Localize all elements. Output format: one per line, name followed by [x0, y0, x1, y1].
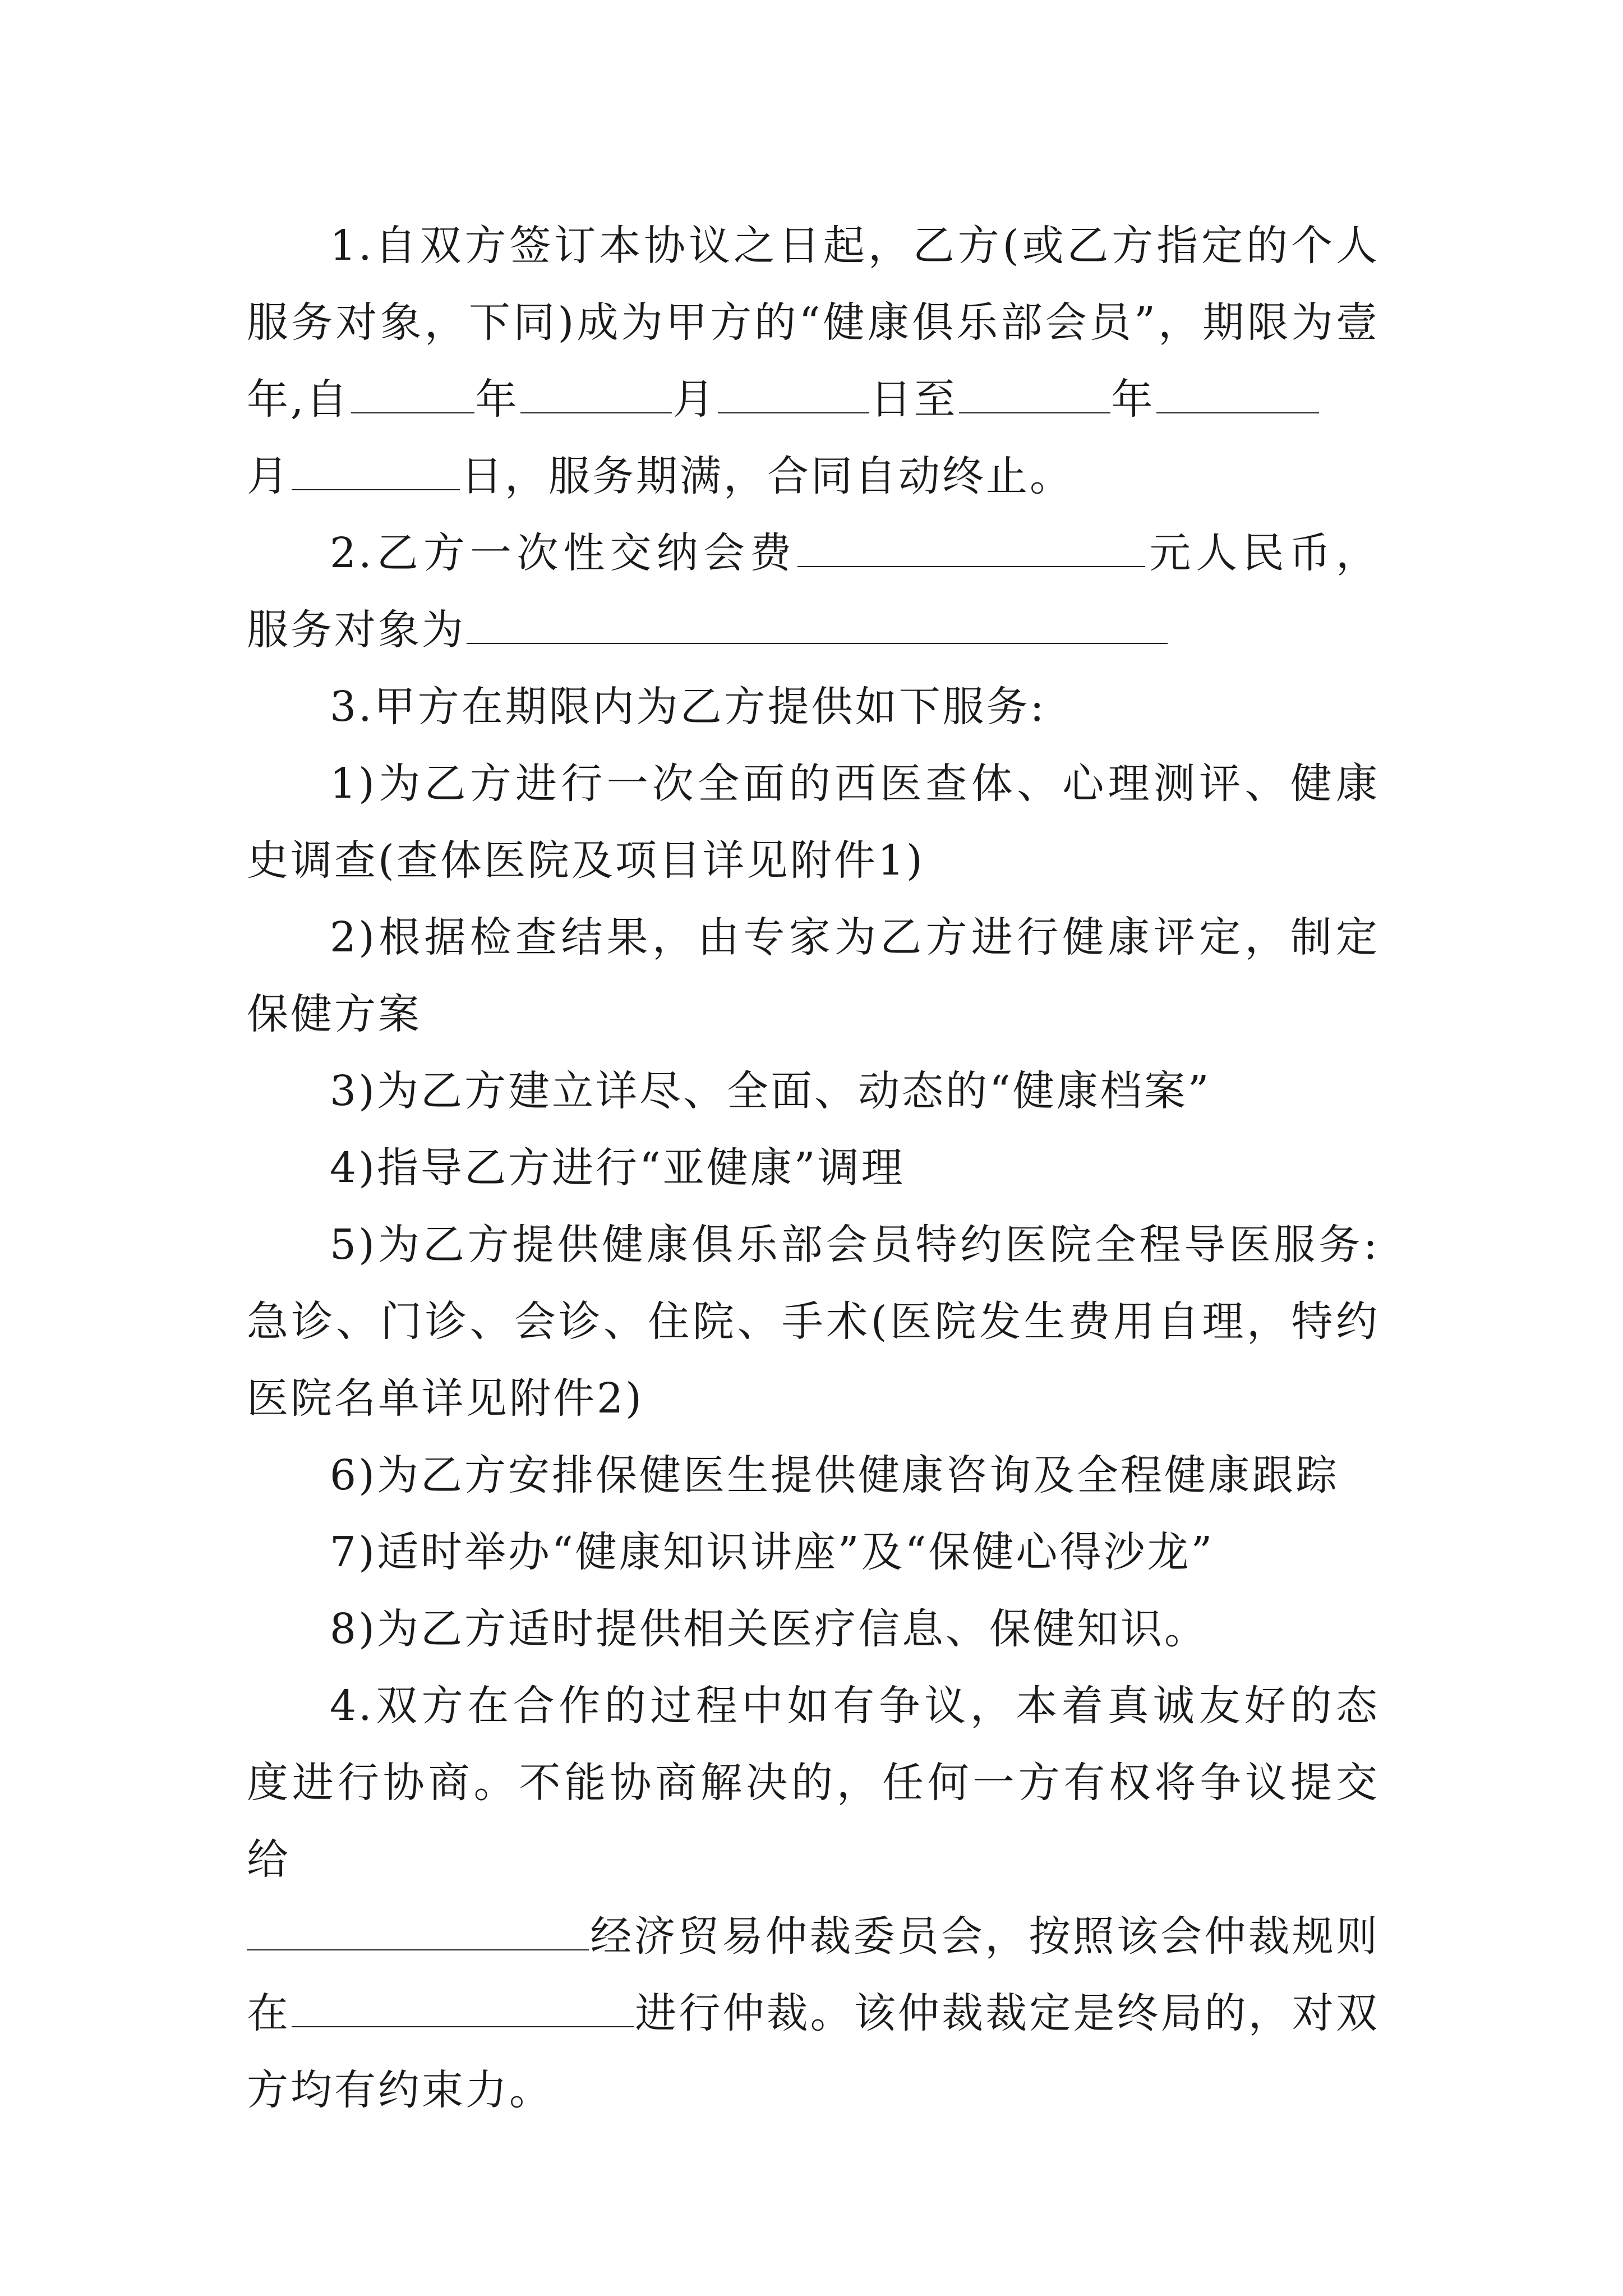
clause-1-text-d: 日至	[870, 375, 958, 424]
clause-1-text-g: 日，服务期满，合同自动终止。	[461, 452, 1073, 500]
blank-start-year	[351, 371, 474, 413]
service-item-6: 6)为乙方安排保健医生提供健康咨询及全程健康跟踪	[330, 1451, 1339, 1499]
blank-end-month	[1156, 371, 1319, 413]
clause-3-title: 3.甲方在期限内为乙方提供如下服务:	[330, 683, 1046, 731]
service-item-4: 4)指导乙方进行“亚健康”调理	[330, 1144, 905, 1192]
blank-end-year	[959, 371, 1110, 413]
service-item-2: 2)根据检查结果，由专家为乙方进行健康评定，制定保健方案	[247, 913, 1380, 1038]
service-item-1: 1)为乙方进行一次全面的西医查体、心理测评、健康史调查(查体医院及项目详见附件1)	[247, 760, 1380, 885]
blank-start-day	[718, 371, 869, 413]
clause-1-text-b: 年	[475, 375, 519, 424]
clause-4-text-a: 4.双方在合作的过程中如有争议，本着真诚友好的态度进行协商。不能协商解决的，任何一方有权将争议提交给	[247, 1682, 1380, 1884]
clause-4-text-b: 经济贸易仲裁委员会，按照该会仲裁规则在	[247, 1912, 1380, 2037]
clause-2	[247, 515, 1380, 669]
blank-arbitration-commission	[247, 1908, 589, 1950]
blank-fee	[797, 524, 1145, 567]
clause-4-text-c: 进行仲裁。该仲裁裁定是终局的，对双方均有约束力。	[247, 1989, 1380, 2114]
blank-start-month	[520, 371, 672, 413]
contract-page	[247, 208, 1380, 2129]
clause-2-text-a: 2.乙方一次性交纳会费	[330, 529, 797, 577]
service-item-7: 7)适时举办“健康知识讲座”及“保健心得沙龙”	[330, 1528, 1215, 1576]
service-item-8: 8)为乙方适时提供相关医疗信息、保健知识。	[330, 1605, 1208, 1653]
service-item-5: 5)为乙方提供健康俱乐部会员特约医院全程导医服务:急诊、门诊、会诊、住院、手术(医院发生费用自理，特约医院名单详见附件2)	[247, 1221, 1380, 1423]
clause-1	[247, 208, 1380, 515]
clause-4	[247, 1668, 1380, 2129]
blank-service-target	[467, 601, 1168, 644]
clause-1-text-f: 月	[247, 452, 291, 500]
clause-1-text-c: 月	[672, 375, 717, 424]
blank-end-day	[292, 448, 460, 490]
clause-2-text-b: 元人民币，服务对象为	[247, 529, 1380, 654]
blank-arbitration-place	[292, 1985, 634, 2027]
service-item-3: 3)为乙方建立详尽、全面、动态的“健康档案”	[330, 1067, 1211, 1115]
clause-1-text-e: 年	[1111, 375, 1155, 424]
clause-1-text-a: 1.自双方签订本协议之日起，乙方(或乙方指定的个人服务对象，下同)成为甲方的“健康俱乐部会员”，期限为壹年,自	[247, 222, 1380, 424]
